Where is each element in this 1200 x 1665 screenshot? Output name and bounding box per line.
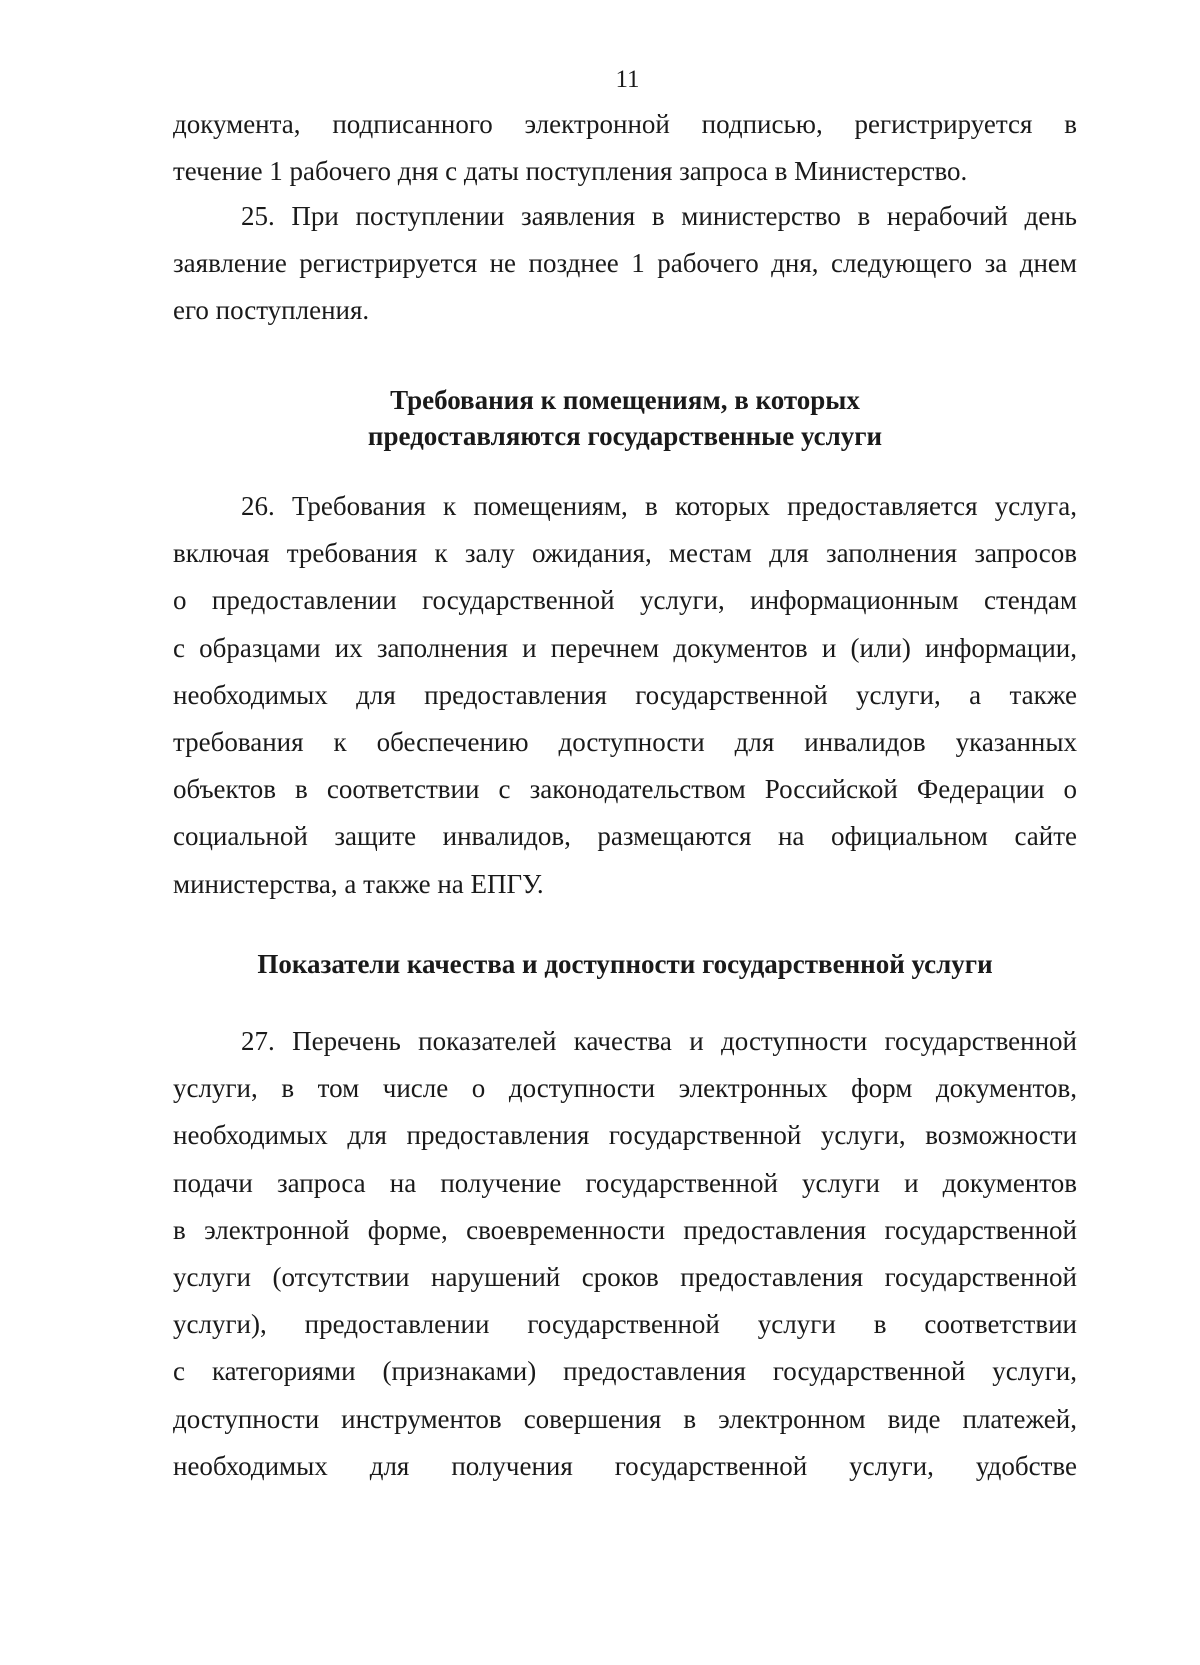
text-line: доступности инструментов совершения в электронном виде платежей, xyxy=(173,1403,1077,1434)
text-line: течение 1 рабочего дня с даты поступления запроса в Министерство. xyxy=(173,156,968,187)
text-line: с категориями (признаками) предоставления государственной услуги, xyxy=(173,1356,1077,1387)
text-line: услуги), предоставлении государственной услуги в соответствии xyxy=(173,1309,1077,1340)
text-line: о предоставлении государственной услуги, информационным стендам xyxy=(173,585,1077,616)
section-heading-premises xyxy=(173,382,1077,454)
text-line: услуги (отсутствии нарушений сроков предоставления государственной xyxy=(173,1261,1077,1292)
text-line: необходимых для предоставления государственной услуги, а также xyxy=(173,679,1077,710)
heading-line: предоставляются государственные услуги xyxy=(367,421,883,451)
text-line: необходимых для получения государственной услуги, удобстве xyxy=(173,1450,1077,1481)
paragraph-26 xyxy=(173,483,1077,908)
text-line: подачи запроса на получение государственной услуги и документов xyxy=(173,1167,1077,1198)
text-line: 27. Перечень показателей качества и доступности государственной xyxy=(241,1026,1077,1056)
text-line: в электронной форме, своевременности предоставления государственной xyxy=(173,1214,1077,1245)
section-heading-quality: Показатели качества и доступности государственной услуги xyxy=(257,949,993,979)
text-line: министерства, а также на ЕПГУ. xyxy=(173,868,544,899)
paragraph-25 xyxy=(173,193,1077,335)
heading-line: Требования к помещениям, в которых xyxy=(390,385,860,415)
text-line: его поступления. xyxy=(173,295,370,326)
paragraph-27 xyxy=(173,1018,1077,1490)
text-line: социальной защите инвалидов, размещаются на официальном сайте xyxy=(173,821,1077,852)
paragraph-24-continuation xyxy=(173,101,1077,195)
text-line: заявление регистрируется не позднее 1 рабочего дня, следующего за днем xyxy=(173,248,1077,279)
text-line: требования к обеспечению доступности для инвалидов указанных xyxy=(173,726,1077,757)
text-line: включая требования к залу ожидания, местам для заполнения запросов xyxy=(173,538,1077,569)
text-line: 26. Требования к помещениям, в которых предоставляется услуга, xyxy=(241,491,1077,521)
text-line: услуги, в том числе о доступности электронных форм документов, xyxy=(173,1073,1077,1104)
text-line: 25. При поступлении заявления в министерство в нерабочий день xyxy=(241,201,1077,231)
text-line: с образцами их заполнения и перечнем документов и (или) информации, xyxy=(173,632,1077,663)
text-line: объектов в соответствии с законодательством Российской Федерации о xyxy=(173,774,1077,805)
text-line: необходимых для предоставления государственной услуги, возможности xyxy=(173,1120,1077,1151)
page-number: 11 xyxy=(615,66,640,93)
text-line: документа, подписанного электронной подписью, регистрируется в xyxy=(173,109,1077,139)
